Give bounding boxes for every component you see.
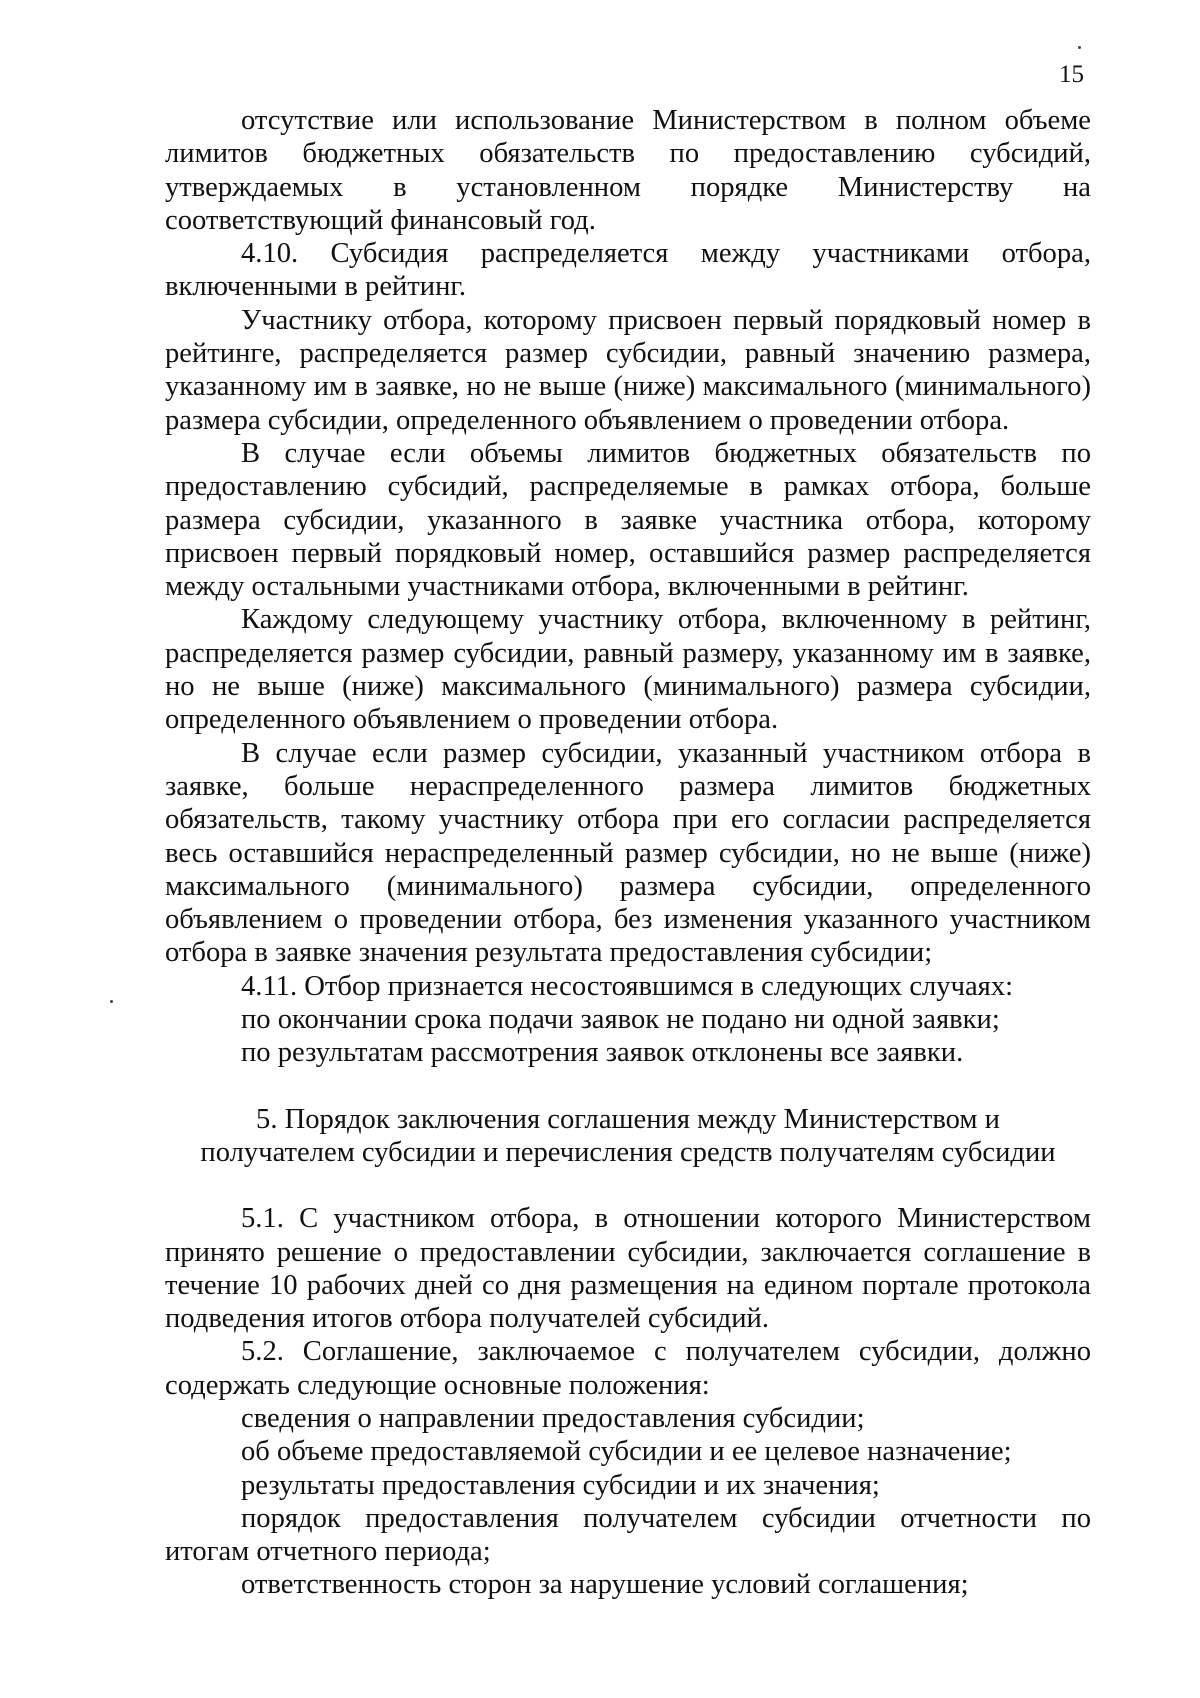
section-heading (165, 1103, 1091, 1170)
section-heading-line: 5. Порядок заключения соглашения между Министерством и (256, 1103, 1000, 1135)
paragraph: сведения о направлении предоставления субсидии; (241, 1402, 865, 1434)
paragraph: 4.11. Отбор признается несостоявшимся в следующих случаях: (241, 970, 1014, 1002)
paragraph: отсутствие или использование Министерством в полном объеме лимитов бюджетных обязательств по предоставлению субсидий, утверждаемых в установленном порядке Министерству на соответствующий финансовый год. (165, 105, 1091, 236)
paragraph: порядок предоставления получателем субсидии отчетности по итогам отчетного периода; (165, 1502, 1091, 1568)
paragraph: 4.10. Субсидия распределяется между участниками отбора, включенными в рейтинг. (165, 238, 1091, 303)
paragraph: В случае если объемы лимитов бюджетных обязательств по предоставлению субсидий, распределяемые в рамках отбора, больше размера субсидии, указанного в заявке участника отбора, которому присвоен первый порядковый номер, оставшийся размер распределяется между остальными участниками отбора, включенными в рейтинг. (165, 437, 1091, 603)
paragraph: по результатам рассмотрения заявок отклонены все заявки. (241, 1037, 964, 1069)
paragraph: об объеме предоставляемой субсидии и ее целевое назначение; (241, 1436, 1012, 1468)
scan-speck (1078, 46, 1081, 49)
section-heading-line: получателем субсидии и перечисления средств получателям субсидии (200, 1136, 1056, 1168)
spacer (165, 1169, 1091, 1202)
page-number: 15 (1059, 61, 1084, 88)
paragraph: ответственность сторон за нарушение условий соглашения; (241, 1569, 969, 1601)
paragraph: по окончании срока подачи заявок не подано ни одной заявки; (241, 1004, 1000, 1036)
paragraph: В случае если размер субсидии, указанный участником отбора в заявке, больше нераспределенного размера лимитов бюджетных обязательств, такому участнику отбора при его согласии распределяется весь оставшийся нераспределенный размер субсидии, но не выше (ниже) максимального (минимального) размера субсидии, определенного объявлением о проведении отбора, без изменения указанного участником отбора в заявке значения результата предоставления субсидии; (165, 737, 1091, 969)
paragraph: результаты предоставления субсидии и их значения; (241, 1469, 880, 1501)
spacer (165, 1070, 1091, 1103)
paragraph: 5.1. С участником отбора, в отношении которого Министерством принято решение о предоставлении субсидии, заключается соглашение в течение 10 рабочих дней со дня размещения на едином портале протокола подведения итогов отбора получателей субсидий. (165, 1203, 1091, 1335)
scan-speck (110, 1000, 113, 1003)
paragraph: Участнику отбора, которому присвоен первый порядковый номер в рейтинге, распределяется размер субсидии, равный значению размера, указанному им в заявке, но не выше (ниже) максимального (минимального) размера субсидии, определенного объявлением о проведении отбора. (165, 304, 1091, 436)
paragraph: Каждому следующему участнику отбора, включенному в рейтинг, распределяется размер субсидии, равный размеру, указанному им в заявке, но не выше (ниже) максимального (минимального) размера субсидии, определенного объявлением о проведении отбора. (165, 604, 1091, 736)
paragraph: 5.2. Соглашение, заключаемое с получателем субсидии, должно содержать следующие основные положения: (165, 1336, 1091, 1401)
document-body (165, 104, 1091, 1602)
